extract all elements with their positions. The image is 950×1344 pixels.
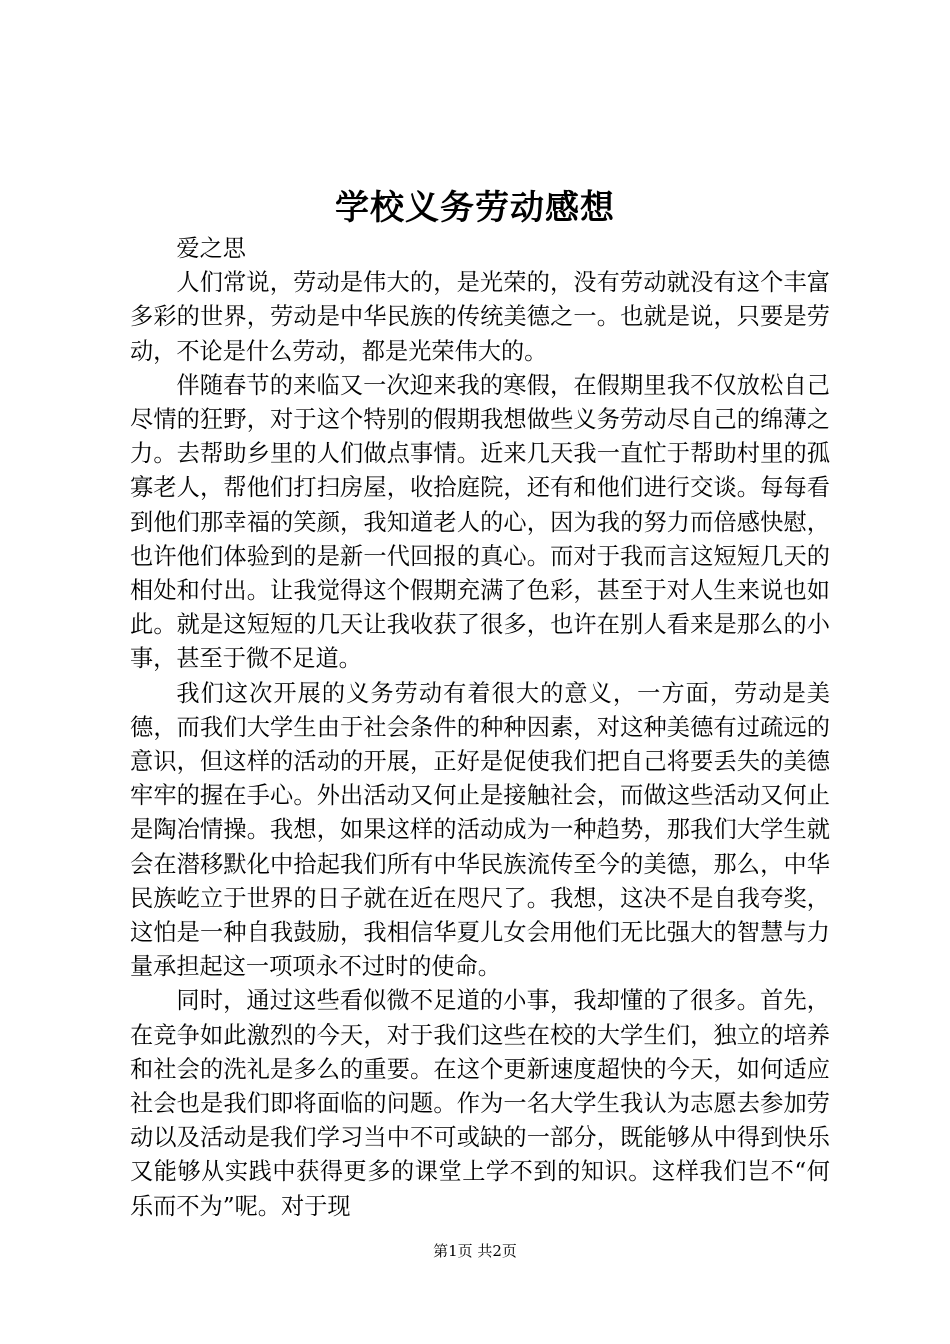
paragraph-1: 人们常说，劳动是伟大的，是光荣的，没有劳动就没有这个丰富多彩的世界，劳动是中华民族的传统美德之一。也就是说，只要是劳动，不论是什么劳动，都是光荣伟大的。: [130, 269, 830, 365]
paragraph-4: 同时，通过这些看似微不足道的小事，我却懂的了很多。首先，在竞争如此激烈的今天，对于我们这些在校的大学生们，独立的培养和社会的洗礼是多么的重要。在这个更新速度超快的今天，如何适应社会也是我们即将面临的问题。作为一名大学生我认为志愿去参加劳动以及活动是我们学习当中不可或缺的一部分，既能够从中得到快乐又能够从实践中获得更多的课堂上学不到的知识。这样我们岂不“何乐而不为”呢。对于现: [130, 987, 830, 1220]
paragraph-3: 我们这次开展的义务劳动有着很大的意义，一方面，劳动是美德，而我们大学生由于社会条件的种种因素，对这种美德有过疏远的意识，但这样的活动的开展，正好是促使我们把自己将要丢失的美德牢牢的握在手心。外出活动又何止是接触社会，而做这些活动又何止是陶冶情操。我想，如果这样的活动成为一种趋势，那我们大学生就会在潜移默化中拾起我们所有中华民族流传至今的美德，那么，中华民族屹立于世界的日子就在近在咫尺了。我想，这决不是自我夸奖，这怕是一种自我鼓励，我相信华夏儿女会用他们无比强大的智慧与力量承担起这一项项永不过时的使命。: [130, 679, 830, 981]
page-footer: 第1页 共2页: [433, 1242, 517, 1260]
paragraph-2: 伴随春节的来临又一次迎来我的寒假，在假期里我不仅放松自己尽情的狂野，对于这个特别的假期我想做些义务劳动尽自己的绵薄之力。去帮助乡里的人们做点事情。近来几天我一直忙于帮助村里的孤寡老人，帮他们打扫房屋，收拾庭院，还有和他们进行交谈。每每看到他们那幸福的笑颜，我知道老人的心，因为我的努力而倍感快慰，也许他们体验到的是新一代回报的真心。而对于我而言这短短几天的相处和付出。让我觉得这个假期充满了色彩，甚至于对人生来说也如此。就是这短短的几天让我收获了很多，也许在别人看来是那么的小事，甚至于微不足道。: [130, 371, 830, 673]
author-line: 爱之思: [176, 235, 246, 262]
document-title: 学校义务劳动感想: [335, 188, 615, 228]
document-body: [130, 232, 830, 1224]
